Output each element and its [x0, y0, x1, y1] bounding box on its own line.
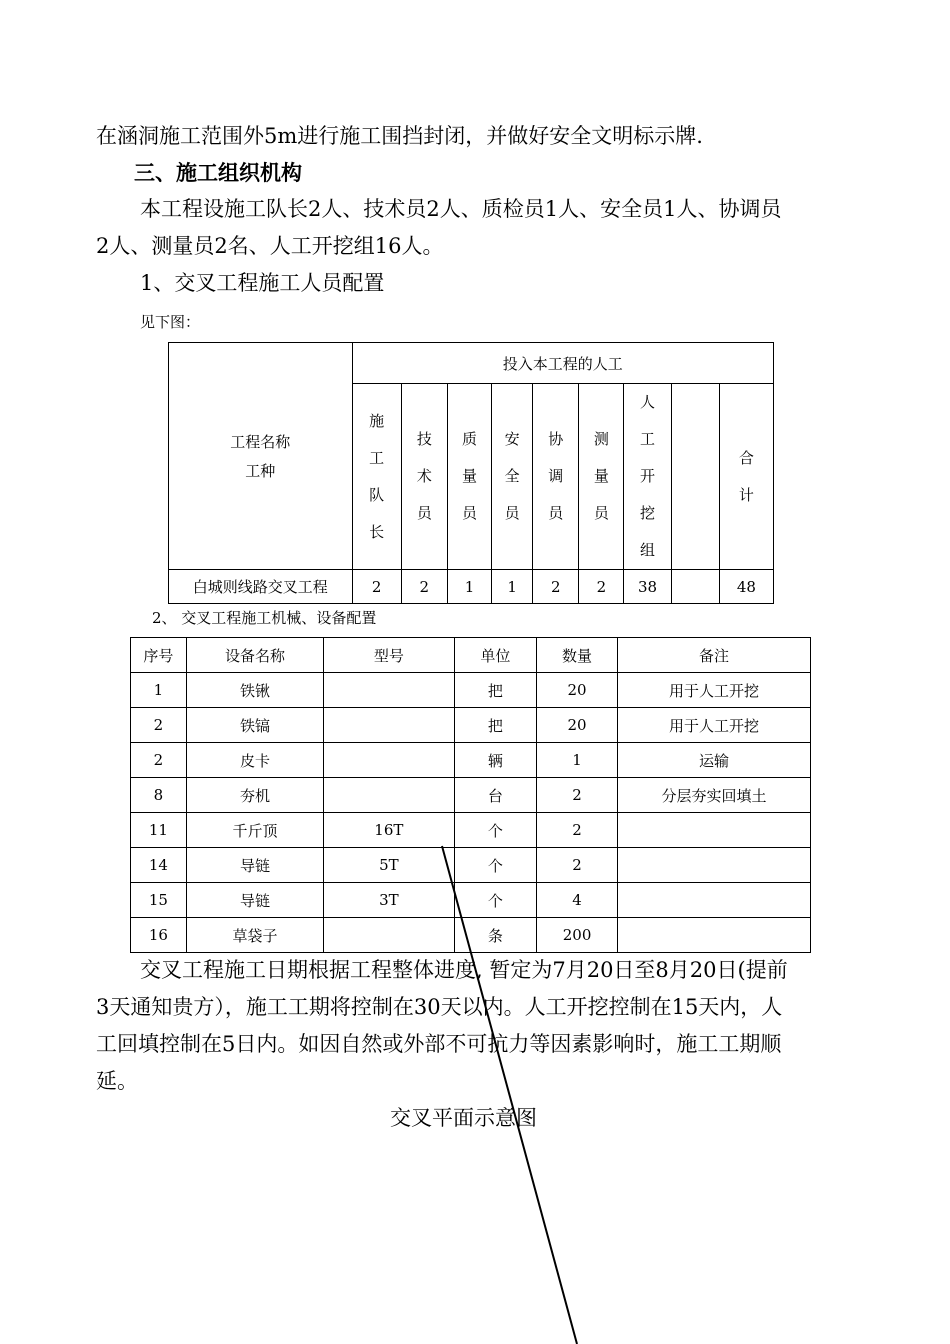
column-header: 型号: [324, 638, 454, 673]
table-cell: 把: [454, 708, 537, 743]
table-cell: 个: [454, 883, 537, 918]
column-header: 人工开挖组: [624, 384, 671, 570]
paragraph-schedule-line2: 3天通知贵方），施工工期将控制在30天以内。人工开挖控制在15天内，人: [96, 995, 783, 1019]
column-header: 施工队长: [352, 384, 401, 570]
table-cell: 20: [537, 708, 618, 743]
table-cell: 把: [454, 673, 537, 708]
table-cell: 200: [537, 918, 618, 953]
table-cell: 导链: [186, 848, 323, 883]
subheading-equipment: 2、 交叉工程施工机械、设备配置: [152, 609, 377, 627]
table-cell: 夯机: [186, 778, 323, 813]
table-cell: 5T: [324, 848, 454, 883]
table-cell: 草袋子: [186, 918, 323, 953]
column-header: 测量员: [579, 384, 624, 570]
table-cell: 2: [131, 743, 187, 778]
section-title: 三、施工组织机构: [134, 160, 302, 185]
column-header: 合计: [719, 384, 773, 570]
table-cell: 1: [537, 743, 618, 778]
table-cell: 个: [454, 848, 537, 883]
table-cell: 2: [537, 813, 618, 848]
paragraph-schedule-line4: 延。: [96, 1069, 138, 1093]
table-cell: 条: [454, 918, 537, 953]
column-header: 序号: [131, 638, 187, 673]
table-cell: 2: [537, 848, 618, 883]
column-header: 质量员: [447, 384, 491, 570]
table-cell: 2: [131, 708, 187, 743]
table-cell: 辆: [454, 743, 537, 778]
column-header: 技术员: [401, 384, 447, 570]
column-header: 协调员: [533, 384, 579, 570]
table-cell: 4: [537, 883, 618, 918]
table-cell: 38: [624, 570, 671, 604]
table-cell: 1: [447, 570, 491, 604]
table-cell: 台: [454, 778, 537, 813]
table-cell: 14: [131, 848, 187, 883]
table-cell: 16T: [324, 813, 454, 848]
table-cell: 铁镐: [186, 708, 323, 743]
paragraph-staff-line2: 2人、测量员2名、人工开挖组16人。: [96, 234, 444, 258]
table-cell: 1: [492, 570, 533, 604]
table-cell: 1: [131, 673, 187, 708]
table-cell: 16: [131, 918, 187, 953]
table-cell: 20: [537, 673, 618, 708]
table-cell: 皮卡: [186, 743, 323, 778]
table-cell: 导链: [186, 883, 323, 918]
table-cell: 2: [537, 778, 618, 813]
project-name-cell: 白城则线路交叉工程: [169, 570, 353, 604]
paragraph-staff-line1: 本工程设施工队长2人、技术员2人、质检员1人、安全员1人、协调员: [140, 197, 782, 221]
table-cell: 运输: [617, 743, 810, 778]
table-cell: 2: [352, 570, 401, 604]
column-header: 单位: [454, 638, 537, 673]
corner-header: 工程名称 工种: [169, 343, 353, 570]
subheading-staff: 1、交叉工程施工人员配置: [140, 271, 385, 295]
figure-caption: 交叉平面示意图: [390, 1106, 537, 1130]
paragraph-schedule-line3: 工回填控制在5日内。如因自然或外部不可抗力等因素影响时，施工工期顺: [96, 1032, 782, 1056]
paragraph-schedule-line1: 交叉工程施工日期根据工程整体进度, 暂定为7月20日至8月20日(提前: [140, 958, 788, 982]
column-header: 备注: [617, 638, 810, 673]
table-cell: 2: [579, 570, 624, 604]
table-cell: 2: [533, 570, 579, 604]
table-cell: 个: [454, 813, 537, 848]
table-cell: 15: [131, 883, 187, 918]
paragraph-intro: 在涵洞施工范围外5m进行施工围挡封闭，并做好安全文明标示牌.: [96, 124, 703, 148]
table-cell: 3T: [324, 883, 454, 918]
table-cell: 11: [131, 813, 187, 848]
column-header: 数量: [537, 638, 618, 673]
column-header: 安全员: [492, 384, 533, 570]
see-below-note: 见下图：: [140, 313, 201, 331]
table-cell: 用于人工开挖: [617, 673, 810, 708]
table-cell: 千斤顶: [186, 813, 323, 848]
table-cell: 用于人工开挖: [617, 708, 810, 743]
group-header: 投入本工程的人工: [352, 343, 773, 384]
table-cell: 8: [131, 778, 187, 813]
table-cell: 2: [401, 570, 447, 604]
table-cell: 48: [719, 570, 773, 604]
diagram-line: [442, 846, 577, 1344]
table-cell: 铁锹: [186, 673, 323, 708]
column-header: 设备名称: [186, 638, 323, 673]
table-cell: 分层夯实回填土: [617, 778, 810, 813]
